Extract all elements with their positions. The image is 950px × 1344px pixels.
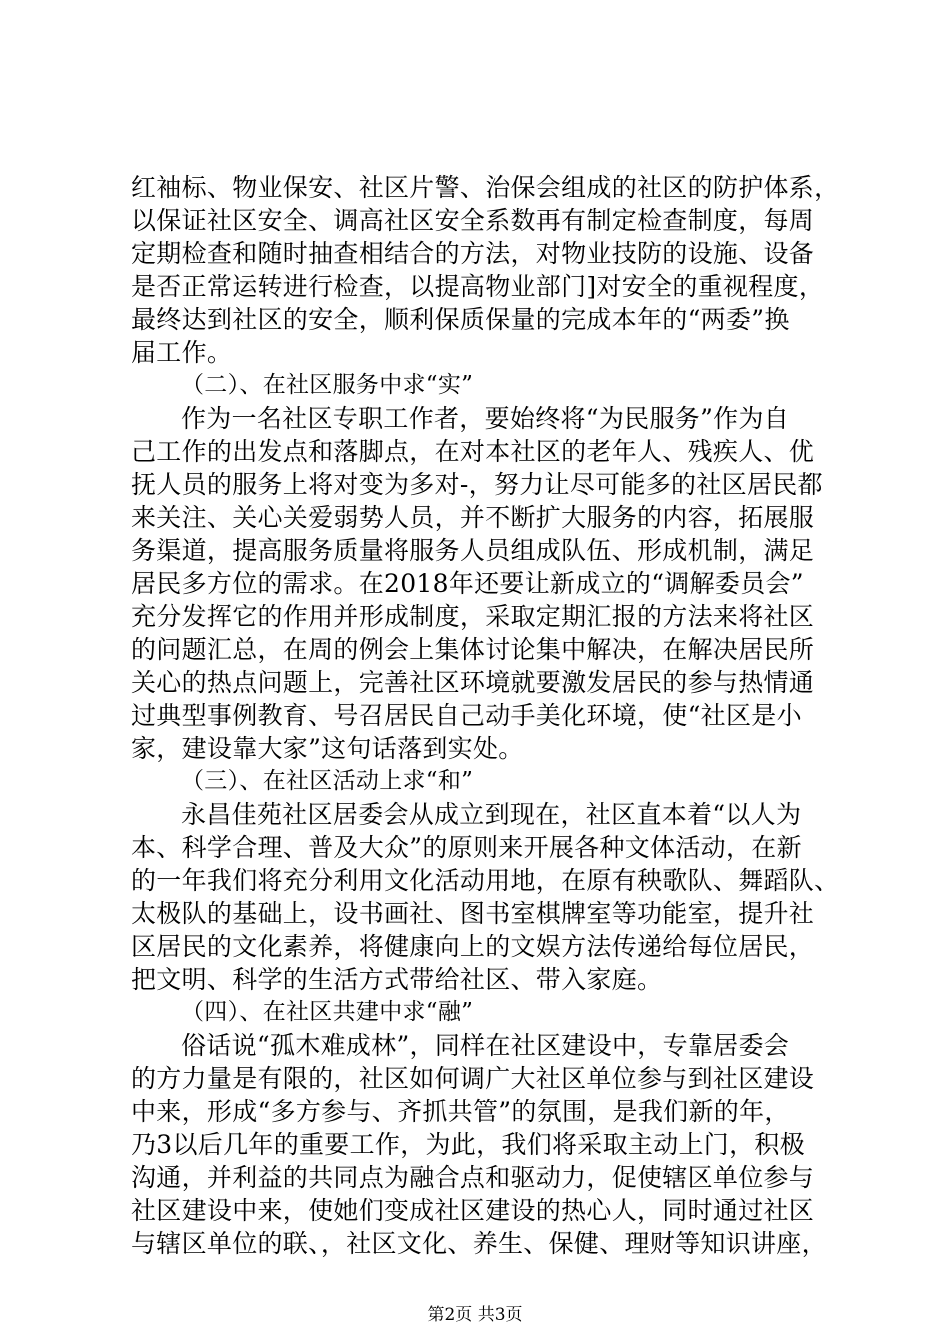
text-line: 本、科学合理、普及大众”的原则来开展各种文体活动，在新 <box>131 833 802 862</box>
text-line: 来关注、关心关爱弱势人员，并不断扩大服务的内容，拓展服 <box>131 503 815 532</box>
text-line: 家，建设靠大家”这句话落到实处。 <box>131 734 524 763</box>
text-line: 把文明、科学的生活方式带给社区、带入家庭。 <box>131 965 663 994</box>
text-line: 红袖标、物业保安、社区片警、治保会组成的社区的防护体系， <box>131 173 840 202</box>
text-line: 的方力量是有限的，社区如何调广大社区单位参与到社区建设 <box>131 1064 815 1093</box>
text-line: 务渠道，提高服务质量将服务人员组成队伍、形成机制，满足 <box>131 536 815 565</box>
text-line: 是否正常运转进行检查，以提高物业部门]对安全的重视程度， <box>131 272 825 301</box>
text-line: 届工作。 <box>131 338 233 367</box>
text-line: 中来，形成“多方参与、齐抓共管”的氛围，是我们新的年， <box>131 1097 790 1126</box>
text-line: 最终达到社区的安全，顺利保质保量的完成本年的“两委”换 <box>131 305 790 334</box>
section-heading: （二）、在社区服务中求“实” <box>181 372 474 398</box>
section-heading: （四）、在社区共建中求“融” <box>181 999 474 1025</box>
text-line: 沟通，并利益的共同点为融合点和驱动力，促使辖区单位参与 <box>131 1163 815 1192</box>
document-body <box>131 171 840 1260</box>
text-line: 俗话说“孤木难成林”，同样在社区建设中，专靠居委会 <box>181 1031 790 1060</box>
text-line: 区居民的文化素养，将健康向上的文娱方法传递给每位居民， <box>131 932 815 961</box>
text-line: 太极队的基础上，设书画社、图书室棋牌室等功能室，提升社 <box>131 899 815 928</box>
text-line: 居民多方位的需求。在2018年还要让新成立的“调解委员会” <box>131 569 804 598</box>
text-line: 抚人员的服务上将对变为多对-，努力让尽可能多的社区居民都 <box>131 470 823 499</box>
text-line: 永昌佳苑社区居委会从成立到现在，社区直本着“以人为 <box>181 800 802 829</box>
text-line: 充分发挥它的作用并形成制度，采取定期汇报的方法来将社区 <box>131 602 815 631</box>
text-line: 作为一名社区专职工作者，要始终将“为民服务”作为自 <box>181 404 790 433</box>
text-line: 过典型事例教育、号召居民自己动手美化环境，使“社区是小 <box>131 701 802 730</box>
text-line: 与辖区单位的联、，社区文化、养生、保健、理财等知识讲座， <box>131 1229 827 1258</box>
text-line: 社区建设中来，使她们变成社区建设的热心人，同时通过社区 <box>131 1196 815 1225</box>
text-line: 己工作的出发点和落脚点，在对本社区的老年人、残疾人、优 <box>131 437 815 466</box>
text-line: 的问题汇总，在周的例会上集体讨论集中解决，在解决居民所 <box>131 635 815 664</box>
text-line: 关心的热点问题上，完善社区环境就要激发居民的参与热情通 <box>131 668 815 697</box>
page-number-footer: 第2页 共3页 <box>427 1305 523 1325</box>
text-line: 的一年我们将充分利用文化活动用地，在原有秧歌队、舞蹈队、 <box>131 866 840 895</box>
text-line: 以保证社区安全、调高社区安全系数再有制定检查制度，每周 <box>131 206 815 235</box>
section-heading: （三）、在社区活动上求“和” <box>181 768 474 794</box>
text-line: 乃3以后几年的重要工作，为此，我们将采取主动上门，积极 <box>131 1130 806 1159</box>
text-line: 定期检查和随时抽查相结合的方法，对物业技防的设施、设备 <box>131 239 815 268</box>
